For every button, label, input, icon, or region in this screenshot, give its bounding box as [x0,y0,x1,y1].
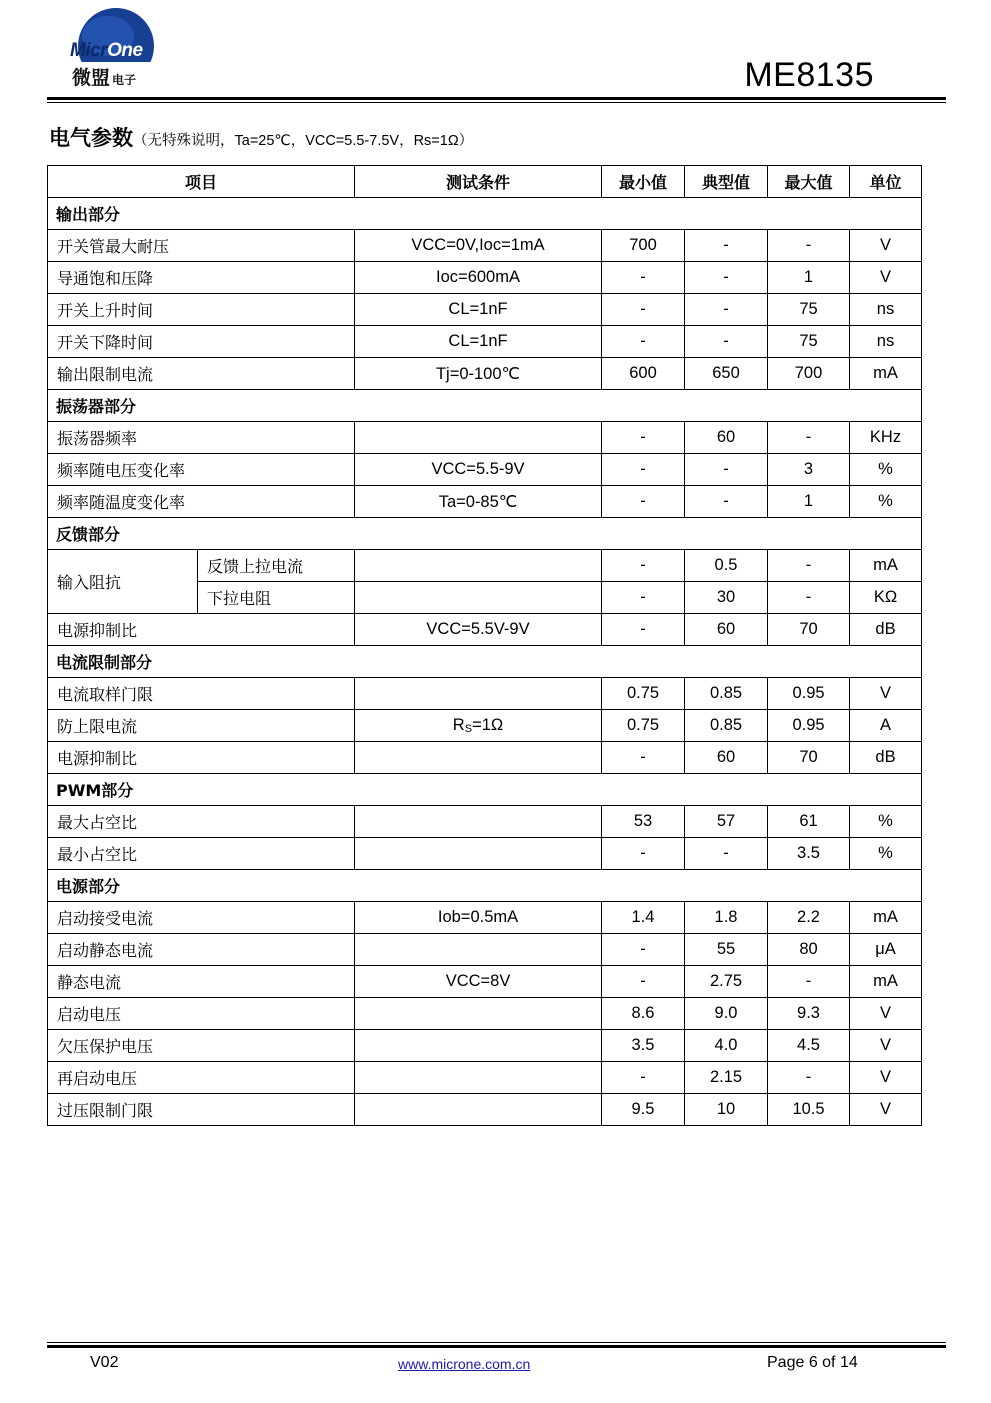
parameter-name: 电源抑制比 [48,614,355,646]
test-condition [355,934,602,966]
unit: KΩ [850,582,922,614]
section-heading: 振荡器部分 [48,390,922,422]
test-condition [355,710,602,742]
parameter-name: 再启动电压 [48,1062,355,1094]
section-conditions: （无特殊说明，Ta=25℃，VCC=5.5-7.5V，Rs=1Ω） [133,133,474,149]
parameter-name: 防上限电流 [48,710,355,742]
unit: % [850,454,922,486]
typ-value: 0.5 [685,550,768,582]
unit: V [850,262,922,294]
typ-value: 60 [685,422,768,454]
unit: dB [850,614,922,646]
typ-value: 55 [685,934,768,966]
unit: mA [850,902,922,934]
header-max: 最大值 [768,166,850,198]
max-value: 3.5 [768,838,850,870]
unit: μA [850,934,922,966]
test-condition: VCC=8V [355,966,602,998]
table-row [48,710,922,742]
max-value: - [768,422,850,454]
typ-value: 4.0 [685,1030,768,1062]
max-value: 3 [768,454,850,486]
table-row [48,998,922,1030]
typ-value: - [685,262,768,294]
header-condition: 测试条件 [355,166,602,198]
unit: ns [850,326,922,358]
max-value: 4.5 [768,1030,850,1062]
table-row [48,966,922,998]
sub-parameter-name: 下拉电阻 [198,582,355,614]
typ-value: 30 [685,582,768,614]
parameter-name: 导通饱和压降 [48,262,355,294]
section-row [48,198,922,230]
section-heading: PWM部分 [48,774,922,806]
test-condition: Ioc=600mA [355,262,602,294]
table-header-row [48,166,922,198]
header-item: 项目 [48,166,355,198]
typ-value: 0.85 [685,678,768,710]
test-condition: CL=1nF [355,326,602,358]
table-row [48,454,922,486]
unit: mA [850,358,922,390]
header-rule [47,97,946,100]
unit: % [850,486,922,518]
unit: V [850,1062,922,1094]
unit: V [850,678,922,710]
max-value: 70 [768,614,850,646]
typ-value: - [685,230,768,262]
typ-value: 2.75 [685,966,768,998]
parameter-name: 开关上升时间 [48,294,355,326]
unit: ns [850,294,922,326]
unit: % [850,806,922,838]
header-rule-thin [47,102,946,103]
max-value: 0.95 [768,710,850,742]
unit: V [850,998,922,1030]
min-value: - [602,294,685,326]
table-row [48,1062,922,1094]
test-condition: VCC=5.5V-9V [355,614,602,646]
sub-parameter-name: 反馈上拉电流 [198,550,355,582]
min-value: 0.75 [602,710,685,742]
footer-website-link[interactable]: www.microne.com.cn [398,1356,531,1372]
max-value: - [768,966,850,998]
max-value: - [768,550,850,582]
test-condition [355,998,602,1030]
test-condition [355,422,602,454]
typ-value: 650 [685,358,768,390]
min-value: - [602,486,685,518]
typ-value: 10 [685,1094,768,1126]
max-value: 0.95 [768,678,850,710]
parameter-name: 开关管最大耐压 [48,230,355,262]
footer-page-number: Page 6 of 14 [767,1354,858,1371]
parameter-name: 电流取样门限 [48,678,355,710]
table-row [48,422,922,454]
max-value: 80 [768,934,850,966]
typ-value: 57 [685,806,768,838]
min-value: - [602,550,685,582]
table-row [48,806,922,838]
min-value: - [602,422,685,454]
max-value: - [768,1062,850,1094]
section-row [48,390,922,422]
test-condition [355,550,602,582]
typ-value: - [685,454,768,486]
section-heading: 电源部分 [48,870,922,902]
table-row [48,1094,922,1126]
unit: V [850,1094,922,1126]
parameter-name: 输入阻抗 [48,550,198,614]
condition-subscript: S [464,723,473,735]
parameter-name: 频率随温度变化率 [48,486,355,518]
condition-value: =1Ω [472,716,504,734]
table-row [48,358,922,390]
table-row [48,486,922,518]
footer-version: V02 [90,1354,119,1371]
min-value: - [602,582,685,614]
footer-rule-thick [47,1345,946,1348]
typ-value: 60 [685,614,768,646]
parameter-name: 欠压保护电压 [48,1030,355,1062]
parameter-name: 过压限制门限 [48,1094,355,1126]
test-condition [355,678,602,710]
table-row [48,326,922,358]
parameter-name: 电源抑制比 [48,742,355,774]
part-number: ME8135 [744,56,874,94]
unit: dB [850,742,922,774]
header-typ: 典型值 [685,166,768,198]
table-row [48,934,922,966]
min-value: - [602,262,685,294]
typ-value: 2.15 [685,1062,768,1094]
typ-value: 60 [685,742,768,774]
max-value: 1 [768,486,850,518]
header-min: 最小值 [602,166,685,198]
test-condition [355,582,602,614]
min-value: - [602,614,685,646]
section-title: 电气参数（无特殊说明，Ta=25℃，VCC=5.5-7.5V，Rs=1Ω） [49,126,474,150]
section-heading: 电流限制部分 [48,646,922,678]
typ-value: - [685,294,768,326]
table-row [48,614,922,646]
table-row [48,838,922,870]
typ-value: - [685,486,768,518]
parameter-name: 频率随电压变化率 [48,454,355,486]
section-row [48,646,922,678]
section-row [48,774,922,806]
min-value: 700 [602,230,685,262]
max-value: 2.2 [768,902,850,934]
typ-value: 1.8 [685,902,768,934]
max-value: 75 [768,326,850,358]
min-value: 3.5 [602,1030,685,1062]
max-value: 1 [768,262,850,294]
section-row [48,518,922,550]
min-value: 0.75 [602,678,685,710]
section-heading: 反馈部分 [48,518,922,550]
unit: V [850,1030,922,1062]
table-row [48,550,922,582]
header-unit: 单位 [850,166,922,198]
test-condition: Tj=0-100℃ [355,358,602,390]
unit: % [850,838,922,870]
test-condition: VCC=5.5-9V [355,454,602,486]
test-condition [355,838,602,870]
test-condition [355,742,602,774]
unit: V [850,230,922,262]
unit: KHz [850,422,922,454]
max-value: 10.5 [768,1094,850,1126]
table-row [48,294,922,326]
min-value: - [602,454,685,486]
footer-rule [47,1342,946,1343]
parameter-name: 开关下降时间 [48,326,355,358]
max-value: 9.3 [768,998,850,1030]
table-row [48,262,922,294]
typ-value: - [685,838,768,870]
max-value: 61 [768,806,850,838]
parameter-name: 最大占空比 [48,806,355,838]
section-row [48,870,922,902]
max-value: 70 [768,742,850,774]
min-value: - [602,838,685,870]
typ-value: 0.85 [685,710,768,742]
typ-value: - [685,326,768,358]
logo-chinese-name: 微盟 电子 [72,67,137,89]
parameter-name: 启动静态电流 [48,934,355,966]
test-condition: Iob=0.5mA [355,902,602,934]
electrical-parameters-table [47,165,922,1126]
condition-symbol: R [452,716,465,734]
parameter-name: 最小占空比 [48,838,355,870]
min-value: - [602,966,685,998]
table-row [48,678,922,710]
unit: mA [850,966,922,998]
typ-value: 9.0 [685,998,768,1030]
test-condition [355,806,602,838]
table-row [48,902,922,934]
parameter-name: 启动电压 [48,998,355,1030]
test-condition [355,1094,602,1126]
max-value: - [768,230,850,262]
min-value: 1.4 [602,902,685,934]
logo-wordmark: MicrOne [70,40,143,61]
test-condition: VCC=0V,Ioc=1mA [355,230,602,262]
test-condition [355,1062,602,1094]
min-value: - [602,934,685,966]
parameter-name: 静态电流 [48,966,355,998]
parameter-name: 振荡器频率 [48,422,355,454]
test-condition: Ta=0-85℃ [355,486,602,518]
test-condition: CL=1nF [355,294,602,326]
min-value: 8.6 [602,998,685,1030]
test-condition [355,1030,602,1062]
unit: A [850,710,922,742]
min-value: - [602,1062,685,1094]
section-heading: 输出部分 [48,198,922,230]
min-value: 53 [602,806,685,838]
parameter-name: 输出限制电流 [48,358,355,390]
unit: mA [850,550,922,582]
table-row [48,742,922,774]
table-row [48,230,922,262]
min-value: 9.5 [602,1094,685,1126]
min-value: - [602,326,685,358]
max-value: 75 [768,294,850,326]
min-value: 600 [602,358,685,390]
table-row [48,1030,922,1062]
max-value: 700 [768,358,850,390]
min-value: - [602,742,685,774]
max-value: - [768,582,850,614]
parameter-name: 启动接受电流 [48,902,355,934]
